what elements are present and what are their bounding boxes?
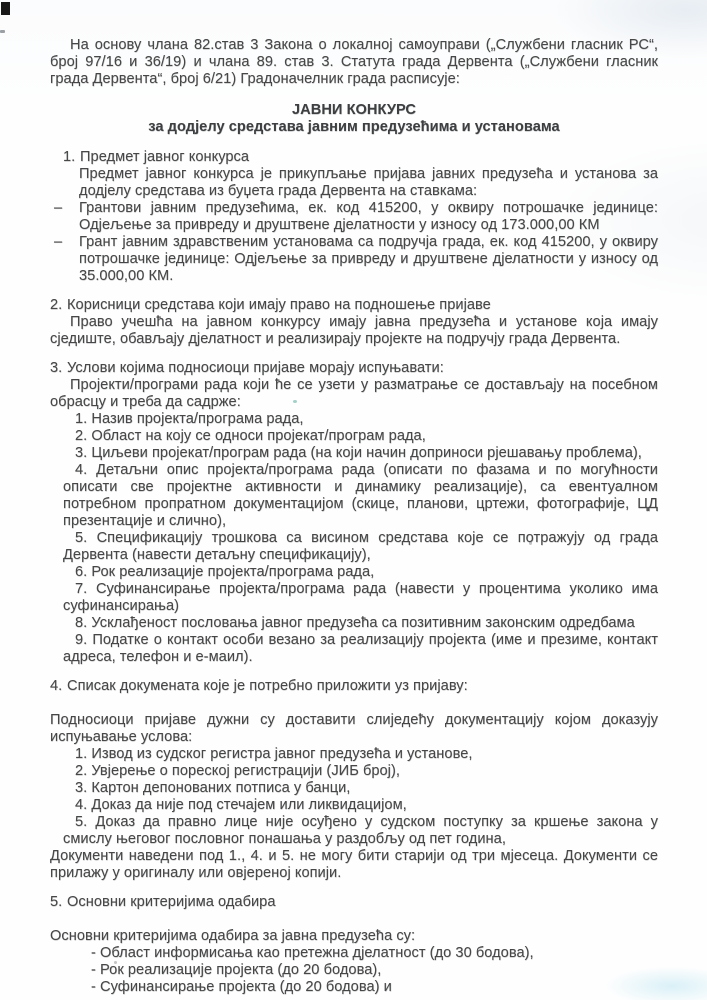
- intro-paragraph: На основу члана 82.став 3 Закона о локалној самоуправи („Службени гласник РС“, број 97/16 и 36/19) и члана 89. став 3. Статута града Дервента („Службени гласник града Дервента“, број 6/21) Градоначелник града расписује:: [50, 37, 658, 87]
- section-5-heading-text: Основни критеријима одабира: [67, 894, 276, 910]
- section-5-heading: [50, 894, 658, 911]
- section-5-body: Основни критеријима одабира за јавна предузећа су:: [50, 928, 416, 944]
- requirement-item-1: 1. Назив пројекта/програма рада,: [75, 411, 304, 427]
- section-1: [50, 149, 658, 285]
- criteria-item-3: - Суфинансирање пројекта (до 20 бодова) и: [91, 979, 392, 995]
- section-4-heading-text: Списак докумената које је потребно приложити уз пријаву:: [67, 678, 468, 694]
- scan-edge-mark: [0, 30, 5, 33]
- scan-corner-mark: [1, 2, 10, 15]
- section-4-number: 4.: [50, 678, 63, 694]
- requirement-item-6: 6. Рок реализације пројекта/програма рада,: [75, 564, 375, 580]
- section-1-heading-text: Предмет јавног конкурса: [80, 149, 250, 165]
- required-documents-list: [63, 746, 658, 848]
- section-2-heading: [50, 297, 658, 314]
- document-item-1: 1. Извод из судског регистра јавног предузећа и установе,: [75, 746, 473, 762]
- project-requirements-list: [63, 411, 658, 666]
- requirement-item-4: 4. Детаљни опис пројекта/програма рада (описати по фазама и по могућности описати све пројектне активности и динамику реализације), са евентуалном потребном пропратном документацијом (скице, планови, цртежи, фотографије, ЦД презентације и слично),: [63, 462, 658, 529]
- document-title-block: [50, 102, 658, 136]
- section-1-number: 1.: [63, 149, 76, 165]
- document-item-5: 5. Доказ да правно лице није осуђено у судском поступку за кршење закона у смислу његовог пословног понашања у раздобљу од пет година,: [63, 814, 658, 847]
- document-item-2: 2. Увјерење о пореској регистрацији (ЈИБ број),: [75, 763, 400, 779]
- section-4-body: Подносиоци пријаве дужни су доставити слиједећу документацију којом доказују испуњавање услова:: [50, 712, 658, 745]
- requirement-item-7: 7. Суфинансирање пројекта/програма рада (навести у процентима уколико има суфинансирања): [63, 581, 658, 614]
- document-title: ЈАВНИ КОНКУРС: [292, 102, 416, 118]
- section-2-number: 2.: [50, 297, 63, 313]
- document-subtitle: за додјелу средстава јавним предузећима и установама: [148, 119, 560, 135]
- grant-item-2-text: Грант јавним здравственим установама са подручја града, ек. код 415200, у оквиру потрошачке јединице: Одјељење за привреду и друштвене дјелатности у износу од 35.000,00 КМ.: [79, 234, 658, 284]
- section-1-body: Предмет јавног конкурса је прикупљање пријава јавних предузећа и установа за додјелу средстава из буџета града Дервента на ставкама:: [79, 166, 658, 199]
- requirement-item-2: 2. Област на коју се односи пројекат/програм рада,: [75, 428, 426, 444]
- dash-marker: –: [54, 200, 63, 216]
- section-3-body: Пројекти/програми рада који ће се узети у разматрање се достављају на посебном обрасцу и треба да садрже:: [50, 377, 658, 410]
- document-content: [50, 37, 658, 996]
- requirement-item-9: 9. Податке о контакт особи везано за реализацију пројекта (име и презиме, контакт адреса, телефон и е-маил).: [63, 632, 658, 665]
- section-4-heading: [50, 678, 658, 695]
- section-2: [50, 297, 658, 348]
- dash-marker: –: [54, 234, 63, 250]
- section-1-heading: [50, 149, 658, 166]
- requirement-item-3: 3. Циљеви пројекат/програм рада (на који начин доприноси рјешавању проблема),: [75, 445, 642, 461]
- requirement-item-5: 5. Спецификацију трошкова са висином средстава које се потражују од града Дервента (навести детаљну спецификацију),: [63, 530, 658, 563]
- criteria-item-1: - Област информисања као претежна дјелатност (до 30 бодова),: [91, 945, 534, 961]
- section-4: [50, 678, 658, 882]
- section-5-number: 5.: [50, 894, 63, 910]
- section-5: [50, 894, 658, 996]
- document-item-3: 3. Картон депонованих потписа у банци,: [75, 780, 351, 796]
- document-item-4: 4. Доказ да није под стечајем или ликвидацијом,: [75, 797, 407, 813]
- section-3: [50, 360, 658, 666]
- criteria-list: [91, 945, 658, 996]
- section-2-heading-text: Корисници средстава који имају право на подношење пријаве: [67, 297, 491, 313]
- grant-item-1: [54, 200, 658, 234]
- section-4-note: Документи наведени под 1., 4. и 5. не могу бити старији од три мјесеца. Документи се прилажу у оригиналу или овјереној копији.: [50, 848, 658, 881]
- requirement-item-8: 8. Усклађеност пословања јавног предузећа са позитивним законским одредбама: [75, 615, 635, 631]
- grant-item-1-text: Грантови јавним предузећима, ек. код 415200, у оквиру потрошачке јединице: Одјељење за привреду и друштвене дјелатности у износу од 173.000,00 КМ: [79, 200, 658, 233]
- section-3-number: 3.: [50, 360, 63, 376]
- grant-item-2: [54, 234, 658, 285]
- section-3-heading-text: Услови којима подносиоци пријаве морају испуњавати:: [67, 360, 444, 376]
- section-2-body: Право учешћа на јавном конкурсу имају јавна предузећа и установе која имају сједиште, обављају дјелатност и реализирају пројекте на подручју града Дервента.: [50, 314, 658, 347]
- criteria-item-2: - Рок реализације пројекта (до 20 бодова),: [91, 962, 382, 978]
- section-3-heading: [50, 360, 658, 377]
